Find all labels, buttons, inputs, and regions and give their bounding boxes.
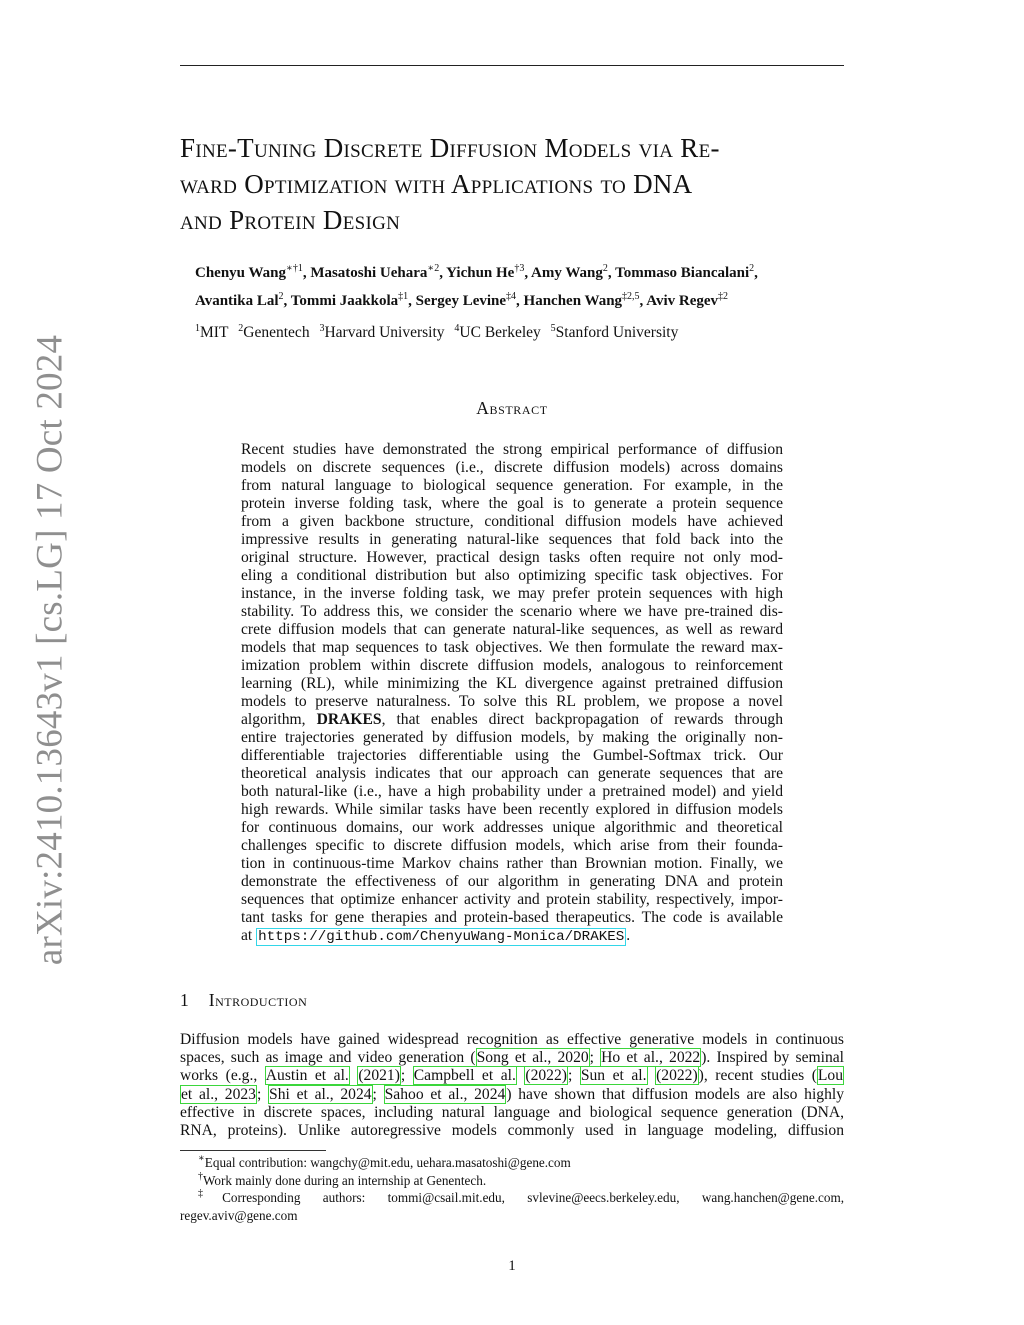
citation-link[interactable]: (2021) <box>358 1067 400 1085</box>
citation-link[interactable]: Lou <box>817 1067 844 1085</box>
citation-link[interactable]: Austin et al. <box>265 1067 349 1085</box>
affiliation-name: Stanford University <box>555 324 679 341</box>
author-mark: 2 <box>749 263 755 274</box>
footnote-text: Work mainly done during an internship at Genentech. <box>203 1172 487 1188</box>
intro-line: works (e.g., Austin et al. (2021); Campbell et al. (2022); Sun et al. (2022)), recent studies (Lou <box>180 1067 844 1085</box>
separator: , <box>639 293 647 309</box>
introduction-body <box>180 1031 844 1140</box>
affiliation-number: 4 <box>454 323 460 334</box>
author-name: Aviv Regev <box>646 293 719 309</box>
affiliation-number: 2 <box>238 323 244 334</box>
author-name: Tommaso Biancalani <box>615 265 750 281</box>
abstract-line: tion in continuous-time Markov chains rather than Brownian motion. Finally, we <box>241 855 783 872</box>
separator: , <box>516 293 524 309</box>
abstract-text: . <box>626 927 631 944</box>
abstract-line: eling a conditional distribution but also optimizing specific task objectives. For <box>241 567 783 584</box>
section-heading <box>180 990 307 1011</box>
abstract-heading: Abstract <box>476 398 548 418</box>
affiliation-number: 3 <box>319 323 325 334</box>
author-mark: ‡2 <box>718 291 729 302</box>
abstract-line: impressive results in generating natural-like sequences that fold back into the <box>241 531 783 548</box>
abstract-line: tant tasks for gene therapies and protein-based therapeutics. The code is available <box>241 909 783 926</box>
intro-line: effective in discrete spaces, including natural language and biological sequence generation (DNA, <box>180 1103 844 1121</box>
affiliation-name: Genentech <box>243 324 310 341</box>
affiliation-name: UC Berkeley <box>459 324 541 341</box>
citation-year: 2020 <box>557 1049 589 1067</box>
footnote-mark: ∗ <box>198 1153 205 1164</box>
abstract-line: crete diffusion models that can generate natural-like sequences, as well as reward <box>241 621 783 638</box>
affiliation <box>195 324 228 341</box>
title-line: Fine-Tuning Discrete Diffusion Models via Re- <box>180 133 720 163</box>
citation-year: 2024 <box>340 1085 372 1103</box>
author-mark: ∗2 <box>427 263 440 274</box>
footnote-text: Equal contribution: wangchy@mit.edu, uehara.masatoshi@gene.com <box>204 1155 571 1170</box>
author-mark: ∗†1 <box>286 263 303 274</box>
author-mark: 2 <box>278 291 284 302</box>
abstract-line: original structure. However, practical design tasks often require not only mod- <box>241 549 783 566</box>
author-line <box>195 287 855 315</box>
abstract-text: , that enables direct backpropagation of rewards through <box>381 711 783 728</box>
citation-link[interactable] <box>384 1085 507 1104</box>
author-mark: ‡4 <box>506 291 517 302</box>
citation-author: Ho et al., <box>601 1049 663 1067</box>
separator: , <box>524 265 532 281</box>
affiliation <box>551 324 679 341</box>
separator: , <box>302 265 311 281</box>
footnote-text: Corresponding authors: tommi@csail.mit.edu, svlevine@eecs.berkeley.edu, wang.hanchen@gene.com, <box>222 1190 844 1206</box>
intro-line: Diffusion models have gained widespread recognition as effective generative models in continuous <box>180 1031 844 1048</box>
intro-text: ), recent studies ( <box>698 1067 817 1085</box>
title-line: and Protein Design <box>180 205 401 235</box>
abstract-text: at <box>241 927 257 944</box>
abstract-line: differentiable trajectories differentiable using the Gumbel-Softmax trick. Our <box>241 747 783 764</box>
footnote <box>180 1172 844 1190</box>
author-name: Yichun He <box>446 265 515 281</box>
citation-year: 2022 <box>669 1049 701 1067</box>
affiliation <box>454 324 540 341</box>
abstract-line: stability. To address this, we consider the scenario where we have pre-trained dis- <box>241 603 783 620</box>
citation-link[interactable]: Campbell et al. <box>413 1067 516 1085</box>
citation-year: 2024 <box>474 1085 506 1103</box>
citation-link[interactable]: (2022) <box>525 1067 567 1085</box>
section-number: 1 <box>180 990 189 1010</box>
abstract-line: challenges specific to discrete diffusion models, which arise from their founda- <box>241 837 783 854</box>
affiliation-number: 1 <box>195 323 200 334</box>
citation-link[interactable] <box>600 1048 701 1067</box>
citation-year: 2023 <box>224 1085 256 1103</box>
abstract-line: from a given backbone structure, conditional diffusion models have achieved <box>241 513 783 530</box>
footnote <box>180 1154 844 1172</box>
abstract-text: algorithm, <box>241 711 317 728</box>
abstract-line: high rewards. While similar tasks have been recently explored in diffusion models <box>241 801 783 818</box>
abstract-line: imization problem within discrete diffusion models, analogous to reinforcement <box>241 657 783 674</box>
abstract-line: learning (RL), while minimizing the KL divergence against pretrained diffusion <box>241 675 783 692</box>
citation-author: Sahoo et al., <box>384 1085 468 1103</box>
affiliation <box>238 324 309 341</box>
footnotes <box>180 1154 844 1224</box>
author-list <box>195 259 855 315</box>
citation-author: Shi et al., <box>269 1085 334 1103</box>
author-name: Hanchen Wang <box>523 293 623 309</box>
abstract-line: from natural language to biological sequence generation. For example, in the <box>241 477 783 494</box>
arxiv-identifier: arXiv:2410.13643v1 [cs.LG] 17 Oct 2024 <box>29 334 71 966</box>
author-mark: ‡1 <box>398 291 409 302</box>
separator: , <box>439 265 447 281</box>
abstract-line: for continuous domains, our work addresses unique algorithmic and theoretical <box>241 819 783 836</box>
abstract-line: instance, in the inverse folding task, we may prefer protein sequences with high <box>241 585 783 602</box>
author-line <box>195 259 855 287</box>
separator: , <box>607 265 616 281</box>
intro-line: spaces, such as image and video generation (Song et al., 2020; Ho et al., 2022). Inspired by seminal <box>180 1049 844 1067</box>
abstract-line: models on discrete sequences (i.e., discrete diffusion models) across domains <box>241 459 783 476</box>
abstract-line: protein inverse folding task, where the goal is to generate a protein sequence <box>241 495 783 512</box>
title-line: ward Optimization with Applications to DNA <box>180 169 693 199</box>
paper-title <box>180 130 850 238</box>
separator: , <box>754 265 758 281</box>
intro-text: works (e.g., <box>180 1067 258 1085</box>
abstract-line: theoretical analysis indicates that our approach can generate sequences that are <box>241 765 783 782</box>
citation-link[interactable]: (2022) <box>656 1067 698 1085</box>
intro-text: spaces, such as image and video generation ( <box>180 1049 476 1067</box>
affiliation <box>319 324 444 341</box>
separator: , <box>408 293 416 309</box>
author-mark: ‡2,5 <box>622 291 640 302</box>
footnote-mark: † <box>198 1170 203 1182</box>
citation-author: et al., <box>181 1085 219 1103</box>
abstract-line: models that map sequences to task objectives. We then formulate the reward max- <box>241 639 783 656</box>
abstract-line: models to preserve naturalness. To solve this RL problem, we propose a novel <box>241 693 783 710</box>
method-name: DRAKES <box>316 711 382 728</box>
author-name: Tommi Jaakkola <box>290 293 399 309</box>
abstract-line <box>241 927 783 946</box>
intro-line: RNA, proteins). Unlike autoregressive models commonly used in language modeling, diffusion <box>180 1122 844 1140</box>
abstract-line: demonstrate the effectiveness of our algorithm in generating DNA and protein <box>241 873 783 890</box>
abstract-line: Recent studies have demonstrated the strong empirical performance of diffusion <box>241 441 783 458</box>
intro-text: ) have shown that diffusion models are also highly <box>506 1085 844 1103</box>
citation-link[interactable] <box>268 1085 373 1104</box>
author-name: Amy Wang <box>531 265 603 281</box>
abstract-line <box>241 711 783 729</box>
citation-link[interactable]: Sun et al. <box>580 1067 647 1085</box>
author-mark: †3 <box>514 263 525 274</box>
footnote <box>180 1189 844 1207</box>
abstract-line: both natural-like (i.e., have a high probability under a pretrained model) and yield <box>241 783 783 800</box>
affiliation-name: Harvard University <box>324 324 445 341</box>
author-name: Masatoshi Uehara <box>310 265 428 281</box>
footnote-mark: ‡ <box>198 1188 223 1200</box>
author-mark: 2 <box>602 263 608 274</box>
abstract-line: sequences that optimize enhancer activity and protein stability, respectively, impor- <box>241 891 783 908</box>
affiliation-list <box>195 324 855 342</box>
citation-link[interactable] <box>476 1048 590 1067</box>
intro-text: ). Inspired by seminal <box>701 1049 844 1067</box>
abstract-body <box>241 441 783 946</box>
footnote-rule <box>180 1150 326 1151</box>
author-name: Sergey Levine <box>415 293 507 309</box>
separator: , <box>283 293 291 309</box>
affiliation-name: MIT <box>200 324 229 341</box>
intro-line: et al., 2023; Shi et al., 2024; Sahoo et al., 2024) have shown that diffusion models are also highly <box>181 1085 844 1103</box>
citation-author: Song et al., <box>476 1049 552 1067</box>
author-name: Avantika Lal <box>195 293 279 309</box>
abstract-line: entire trajectories generated by diffusion models, by making the originally non- <box>241 729 783 746</box>
footnote-continuation: regev.aviv@gene.com <box>180 1207 298 1223</box>
citation-link[interactable] <box>180 1085 257 1104</box>
author-name: Chenyu Wang <box>195 265 287 281</box>
top-rule <box>180 65 844 66</box>
affiliation-number: 5 <box>550 323 556 334</box>
code-link[interactable]: https://github.com/ChenyuWang-Monica/DRAKES <box>258 929 625 945</box>
section-title: Introduction <box>208 990 308 1010</box>
page-number: 1 <box>508 1258 516 1274</box>
